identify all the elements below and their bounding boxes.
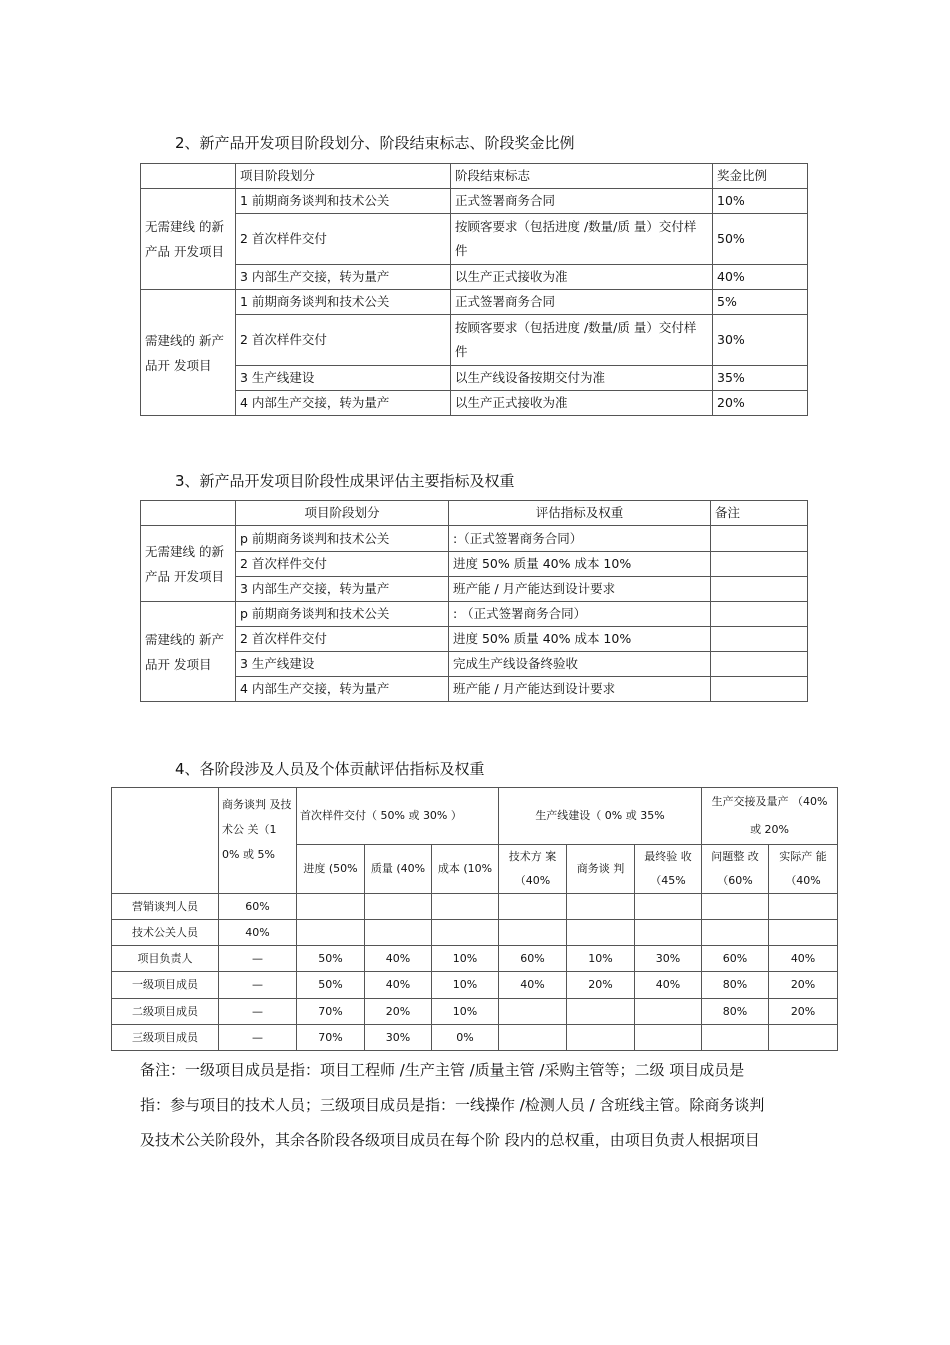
weight-cell <box>635 1025 702 1051</box>
stage-cell: 4 内部生产交接，转为量产 <box>236 391 451 416</box>
weight-cell: 60% <box>499 946 567 972</box>
business-weight-cell: — <box>219 1025 297 1051</box>
metric-cell: 班产能 / 月产能达到设计要求 <box>449 577 711 602</box>
table-row <box>112 1025 838 1051</box>
sub-header-progress: 进度 (50% <box>297 845 365 894</box>
remark-line: 备注：一级项目成员是指：项目工程师 /生产主管 /质量主管 /采购主管等；二级 项目成员是 <box>140 1061 745 1079</box>
weight-cell <box>297 920 365 946</box>
header-end-mark: 阶段结束标志 <box>451 164 713 189</box>
weight-cell <box>432 920 499 946</box>
weight-cell: 30% <box>635 946 702 972</box>
end-mark-cell: 正式签署商务合同 <box>451 290 713 315</box>
ratio-cell: 10% <box>713 189 808 214</box>
weight-cell <box>635 920 702 946</box>
ratio-cell: 40% <box>713 265 808 290</box>
group-name: 需建线的 新产品开 发项目 <box>141 602 236 702</box>
stage-cell: 2 首次样件交付 <box>236 627 449 652</box>
weight-cell: 50% <box>297 972 365 999</box>
weight-cell <box>769 920 838 946</box>
metric-cell: : （正式签署商务合同） <box>449 602 711 627</box>
remark-line: 指：参与项目的技术人员；三级项目成员是指：一线操作 /检测人员 / 含班线主管。除商务谈判 <box>140 1096 765 1114</box>
note-cell <box>711 677 808 702</box>
stage-bonus-table <box>140 163 808 416</box>
table-row <box>112 920 838 946</box>
sub-header-tech-plan: 技术方 案（40% <box>499 845 567 894</box>
stage-cell: 2 首次样件交付 <box>236 214 451 265</box>
role-cell: 一级项目成员 <box>112 972 219 999</box>
group-name: 需建线的 新产品开 发项目 <box>141 290 236 416</box>
end-mark-cell: 按顾客要求（包括进度 /数量/质 量）交付样件 <box>451 214 713 265</box>
role-cell: 营销谈判人员 <box>112 894 219 920</box>
header-metric: 评估指标及权重 <box>449 501 711 526</box>
weight-cell <box>702 920 769 946</box>
weight-cell <box>499 920 567 946</box>
remark-line: 及技术公关阶段外，其余各阶段各级项目成员在每个阶 段内的总权重，由项目负责人根据项目 <box>140 1131 760 1149</box>
role-cell: 技术公关人员 <box>112 920 219 946</box>
section3-heading: 3、新产品开发项目阶段性成果评估主要指标及权重 <box>175 472 515 490</box>
header-blank <box>141 501 236 526</box>
weight-cell: 30% <box>365 1025 432 1051</box>
weight-cell: 0% <box>432 1025 499 1051</box>
weight-cell: 40% <box>769 946 838 972</box>
table-row <box>112 946 838 972</box>
role-cell: 项目负责人 <box>112 946 219 972</box>
section2-heading: 2、新产品开发项目阶段划分、阶段结束标志、阶段奖金比例 <box>175 134 575 152</box>
weight-cell <box>567 999 635 1025</box>
sub-header-rectification: 问题整 改（60% <box>702 845 769 894</box>
metric-cell: :（正式签署商务合同） <box>449 526 711 552</box>
weight-cell <box>635 999 702 1025</box>
weight-cell: 20% <box>365 999 432 1025</box>
group-name: 无需建线 的新产品 开发项目 <box>141 189 236 290</box>
stage-cell: 1 前期商务谈判和技术公关 <box>236 290 451 315</box>
sub-header-final-acceptance: 最终验 收（45% <box>635 845 702 894</box>
stage-cell: 4 内部生产交接，转为量产 <box>236 677 449 702</box>
weight-cell: 40% <box>365 972 432 999</box>
ratio-cell: 30% <box>713 315 808 366</box>
weight-cell <box>365 894 432 920</box>
note-cell <box>711 652 808 677</box>
personnel-weight-table <box>111 787 838 1051</box>
weight-cell: 40% <box>365 946 432 972</box>
weight-cell <box>432 894 499 920</box>
stage-cell: 3 生产线建设 <box>236 652 449 677</box>
weight-cell: 40% <box>499 972 567 999</box>
note-cell <box>711 627 808 652</box>
end-mark-cell: 以生产正式接收为准 <box>451 265 713 290</box>
note-cell <box>711 577 808 602</box>
weight-cell <box>297 894 365 920</box>
stage-evaluation-table <box>140 500 808 702</box>
business-weight-cell: — <box>219 999 297 1025</box>
role-header-blank <box>112 788 219 894</box>
stage-cell: 3 内部生产交接，转为量产 <box>236 577 449 602</box>
weight-cell <box>499 1025 567 1051</box>
weight-cell <box>499 894 567 920</box>
stage-cell: 3 生产线建设 <box>236 366 451 391</box>
line-phase-header: 生产线建设（ 0% 或 35% <box>499 788 702 845</box>
role-cell: 三级项目成员 <box>112 1025 219 1051</box>
weight-cell: 70% <box>297 999 365 1025</box>
weight-cell: 20% <box>769 972 838 999</box>
table-row <box>112 999 838 1025</box>
weight-cell <box>635 894 702 920</box>
weight-cell <box>365 920 432 946</box>
business-weight-cell: 40% <box>219 920 297 946</box>
stage-cell: 1 前期商务谈判和技术公关 <box>236 189 451 214</box>
weight-cell: 80% <box>702 972 769 999</box>
weight-cell <box>499 999 567 1025</box>
sample-phase-header: 首次样件交付（ 50% 或 30% ） <box>297 788 499 845</box>
weight-cell <box>567 920 635 946</box>
weight-cell: 40% <box>635 972 702 999</box>
weight-cell: 10% <box>432 946 499 972</box>
metric-cell: 进度 50% 质量 40% 成本 10% <box>449 627 711 652</box>
end-mark-cell: 以生产正式接收为准 <box>451 391 713 416</box>
role-cell: 二级项目成员 <box>112 999 219 1025</box>
header-note: 备注 <box>711 501 808 526</box>
stage-cell: p 前期商务谈判和技术公关 <box>236 526 449 552</box>
business-weight-cell: — <box>219 972 297 999</box>
note-cell <box>711 526 808 552</box>
weight-cell <box>769 894 838 920</box>
stage-cell: p 前期商务谈判和技术公关 <box>236 602 449 627</box>
stage-cell: 2 首次样件交付 <box>236 552 449 577</box>
sub-header-negotiation: 商务谈 判 <box>567 845 635 894</box>
note-cell <box>711 602 808 627</box>
header-stage: 项目阶段划分 <box>236 501 449 526</box>
table-row <box>112 894 838 920</box>
end-mark-cell: 按顾客要求（包括进度 /数量/质 量）交付样件 <box>451 315 713 366</box>
sub-header-cost: 成本 (10% <box>432 845 499 894</box>
section4-heading: 4、各阶段涉及人员及个体贡献评估指标及权重 <box>175 760 485 778</box>
weight-cell: 80% <box>702 999 769 1025</box>
ratio-cell: 20% <box>713 391 808 416</box>
weight-cell: 70% <box>297 1025 365 1051</box>
weight-cell <box>567 894 635 920</box>
weight-cell: 50% <box>297 946 365 972</box>
metric-cell: 进度 50% 质量 40% 成本 10% <box>449 552 711 577</box>
weight-cell <box>769 1025 838 1051</box>
business-weight-cell: 60% <box>219 894 297 920</box>
handover-phase-header: 生产交接及量产 （40% 或 20% <box>702 788 838 845</box>
note-cell <box>711 552 808 577</box>
weight-cell <box>702 894 769 920</box>
stage-cell: 2 首次样件交付 <box>236 315 451 366</box>
ratio-cell: 50% <box>713 214 808 265</box>
header-blank <box>141 164 236 189</box>
stage-cell: 3 内部生产交接，转为量产 <box>236 265 451 290</box>
weight-cell: 10% <box>567 946 635 972</box>
ratio-cell: 35% <box>713 366 808 391</box>
sub-header-quality: 质量 (40% <box>365 845 432 894</box>
metric-cell: 班产能 / 月产能达到设计要求 <box>449 677 711 702</box>
weight-cell: 20% <box>769 999 838 1025</box>
weight-cell: 10% <box>432 999 499 1025</box>
end-mark-cell: 以生产线设备按期交付为准 <box>451 366 713 391</box>
weight-cell <box>567 1025 635 1051</box>
table-row <box>112 972 838 999</box>
header-stage: 项目阶段划分 <box>236 164 451 189</box>
weight-cell: 60% <box>702 946 769 972</box>
weight-cell: 20% <box>567 972 635 999</box>
end-mark-cell: 正式签署商务合同 <box>451 189 713 214</box>
weight-cell: 10% <box>432 972 499 999</box>
sub-header-capacity: 实际产 能（40% <box>769 845 838 894</box>
header-bonus-ratio: 奖金比例 <box>713 164 808 189</box>
weight-cell <box>702 1025 769 1051</box>
metric-cell: 完成生产线设备终验收 <box>449 652 711 677</box>
group-name: 无需建线 的新产品 开发项目 <box>141 526 236 602</box>
remark-paragraph <box>140 1053 820 1158</box>
business-phase-header: 商务谈判 及技术公 关（10% 或 5% <box>219 788 297 894</box>
ratio-cell: 5% <box>713 290 808 315</box>
business-weight-cell: — <box>219 946 297 972</box>
